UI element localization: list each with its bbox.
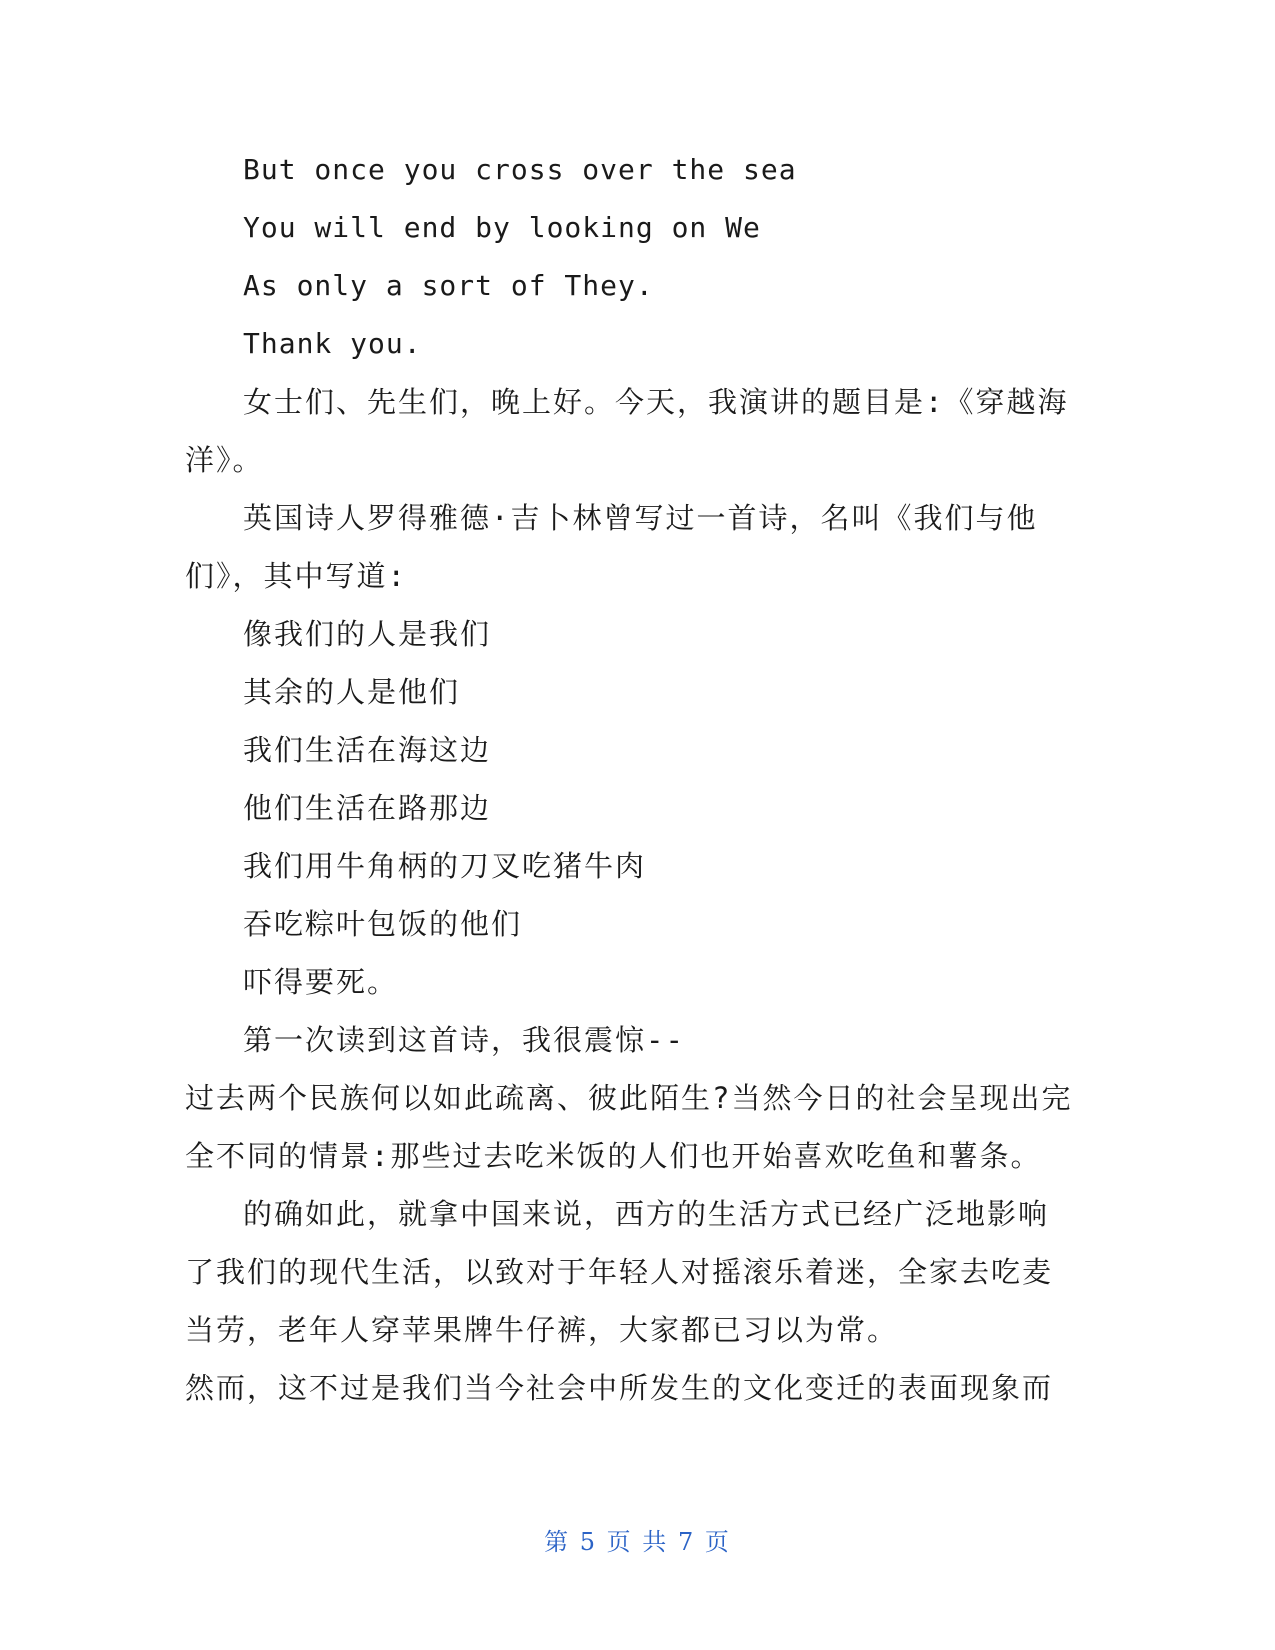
page-number-footer: 第 5 页 共 7 页: [544, 1528, 731, 1556]
text-line: 洋》。: [185, 443, 264, 477]
poem-line: 我们生活在海这边: [243, 733, 492, 767]
poem-line: 他们生活在路那边: [243, 791, 492, 825]
text-line: 女士们、先生们，晚上好。今天，我演讲的题目是:《穿越海: [243, 385, 1069, 419]
text-line: 了我们的现代生活，以致对于年轻人对摇滚乐着迷，全家去吃麦: [185, 1255, 1054, 1289]
text-line: But once you cross over the sea: [243, 153, 797, 186]
text-line: Thank you.: [243, 327, 422, 360]
text-line: 第一次读到这首诗，我很震惊--: [243, 1023, 685, 1057]
text-line: 英国诗人罗得雅德·吉卜林曾写过一首诗，名叫《我们与他: [243, 501, 1038, 535]
poem-line: 吓得要死。: [243, 965, 399, 999]
text-line: 全不同的情景:那些过去吃米饭的人们也开始喜欢吃鱼和薯条。: [185, 1139, 1042, 1173]
text-line: 当劳，老年人穿苹果牌牛仔裤，大家都已习以为常。: [185, 1313, 899, 1347]
text-line: As only a sort of They.: [243, 269, 654, 302]
poem-line: 我们用牛角柄的刀叉吃猪牛肉: [243, 849, 647, 883]
text-line: 的确如此，就拿中国来说，西方的生活方式已经广泛地影响: [243, 1197, 1050, 1231]
poem-line: 其余的人是他们: [243, 675, 461, 709]
poem-line: 吞吃粽叶包饭的他们: [243, 907, 523, 941]
poem-line: 像我们的人是我们: [243, 617, 492, 651]
text-line: 们》，其中写道:: [185, 559, 407, 593]
text-line: 然而，这不过是我们当今社会中所发生的文化变迁的表面现象而: [185, 1371, 1054, 1405]
text-line: You will end by looking on We: [243, 211, 761, 244]
text-line: 过去两个民族何以如此疏离、彼此陌生?当然今日的社会呈现出完: [185, 1081, 1073, 1115]
